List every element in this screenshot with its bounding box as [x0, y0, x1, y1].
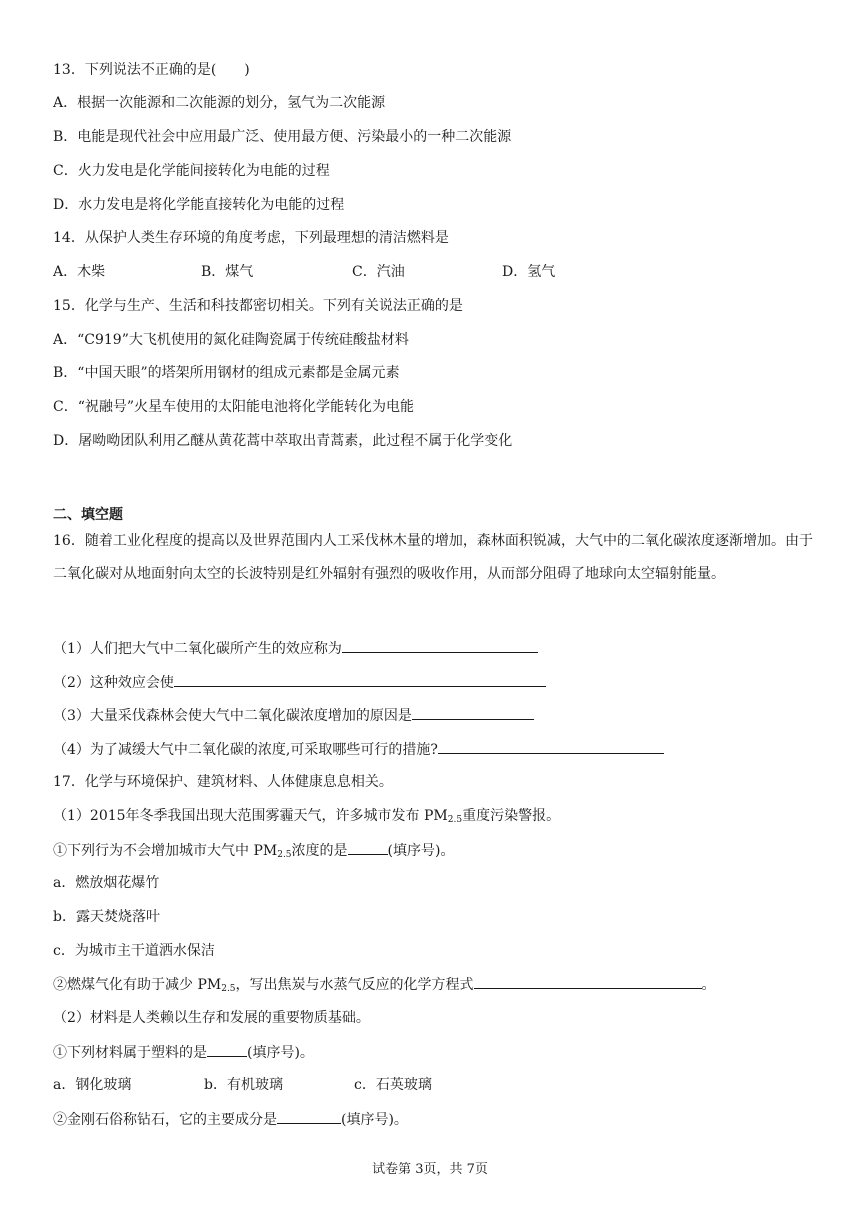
q17-part-1-text: （1）2015年冬季我国出现大范围雾霾天气，许多城市发布 PM: [53, 808, 448, 824]
q17-sub-2-text-mid: ，写出焦炭与水蒸气反应的化学方程式: [235, 977, 474, 993]
q13-option-b: B．电能是现代社会中应用最广泛、使用最方便、污染最小的一种二次能源: [53, 129, 512, 145]
q17-part-1-text-end: 重度污染警报。: [462, 808, 561, 824]
pm-subscript: 2.5: [447, 815, 463, 825]
q17-sub-1: [53, 840, 454, 861]
q17-sub-1-text-end: (填序号)。: [387, 843, 455, 859]
answer-blank[interactable]: [207, 1042, 247, 1057]
q17-material-2-text-end: (填序号)。: [341, 1112, 408, 1128]
q15-option-d: D．屠呦呦团队利用乙醚从黄花蒿中萃取出青蒿素，此过程不属于化学变化: [53, 433, 513, 449]
q15-option-b: B．“中国天眼”的塔架所用钢材的组成元素都是金属元素: [53, 365, 400, 381]
q14-option-d: D．氢气: [502, 264, 556, 280]
q17-part-1: [53, 806, 560, 826]
q17-material-option-b: b．有机玻璃: [204, 1077, 283, 1093]
q17-sub-1-text-mid: 浓度的是: [291, 843, 348, 859]
q16-stem: 16．随着工业化程度的提高以及世界范围内人工采伐林木量的增加，森林面积锐减，大气中的二氧化碳浓度逐渐增加。由于二氧化碳对从地面射向太空的长波特别是红外辐射有强烈的吸收作用，从而部分阻碍了地球向太空辐射能量。: [53, 533, 813, 582]
q13-option-c: C．火力发电是化学能间接转化为电能的过程: [53, 163, 330, 179]
q17-sub-2: [53, 974, 716, 995]
q15-stem: 15．化学与生产、生活和科技都密切相关。下列有关说法正确的是: [53, 298, 463, 314]
answer-blank[interactable]: [342, 638, 538, 653]
q16-part-3-text: （3）大量采伐森林会使大气中二氧化碳浓度增加的原因是: [53, 708, 412, 724]
q17-material-1-text-end: (填序号)。: [247, 1045, 314, 1061]
q15-option-c: C．“祝融号”火星车使用的太阳能电池将化学能转化为电能: [53, 399, 415, 415]
page-footer: 试卷第 3页，共 7页: [372, 1162, 488, 1177]
q17-sub-1-text: ①下列行为不会增加城市大气中 PM: [53, 843, 278, 859]
q17-material-2-text: ②金刚石俗称钻石，它的主要成分是: [53, 1112, 277, 1128]
q17-part-2: （2）材料是人类赖以生存和发展的重要物质基础。: [53, 1010, 370, 1026]
q17-sub-1-option-c: c．为城市主干道洒水保洁: [53, 943, 215, 959]
q14-option-b: B．煤气: [201, 264, 254, 280]
section-heading: 二、填空题: [53, 507, 123, 523]
q16-part-4: [53, 739, 664, 760]
q14-option-c: C．汽油: [352, 264, 405, 280]
q16-part-4-text: （4）为了减缓大气中二氧化碳的浓度,可采取哪些可行的措施?: [53, 742, 438, 758]
answer-blank[interactable]: [412, 705, 534, 720]
q13-option-a: A．根据一次能源和二次能源的划分，氢气为二次能源: [53, 95, 386, 111]
q16-part-1: [53, 638, 538, 659]
pm-subscript: 2.5: [221, 984, 236, 994]
q17-sub-2-text: ②燃煤气化有助于减少 PM: [53, 977, 222, 993]
q14-stem: 14．从保护人类生存环境的角度考虑，下列最理想的清洁燃料是: [53, 230, 449, 246]
q13-stem: 13．下列说法不正确的是( ): [53, 62, 250, 78]
answer-blank[interactable]: [474, 974, 702, 989]
q17-sub-1-option-b: b．露天焚烧落叶: [53, 909, 160, 925]
q16-part-2-text: （2）这种效应会使: [53, 675, 174, 691]
q16-part-2: [53, 672, 546, 693]
q17-stem: 17．化学与环境保护、建筑材料、人体健康息息相关。: [53, 774, 393, 790]
q13-option-d: D．水力发电是将化学能直接转化为电能的过程: [53, 197, 345, 213]
answer-blank[interactable]: [174, 672, 546, 687]
q16-part-1-text: （1）人们把大气中二氧化碳所产生的效应称为: [53, 641, 342, 657]
q15-option-a: A．“C919”大飞机使用的氮化硅陶瓷属于传统硅酸盐材料: [53, 332, 409, 348]
q17-sub-1-option-a: a．燃放烟花爆竹: [53, 875, 160, 891]
q17-material-2: [53, 1109, 408, 1130]
answer-blank[interactable]: [438, 739, 664, 754]
q17-sub-2-text-end: 。: [701, 977, 716, 993]
q16-part-3: [53, 705, 534, 726]
answer-blank[interactable]: [348, 840, 388, 855]
pm-subscript: 2.5: [277, 850, 292, 860]
q14-option-a: A．木柴: [53, 264, 106, 280]
q17-material-option-c: c．石英玻璃: [354, 1077, 432, 1093]
q17-material-1-text: ①下列材料属于塑料的是: [53, 1045, 207, 1061]
answer-blank[interactable]: [277, 1109, 341, 1124]
q17-material-1: [53, 1042, 314, 1063]
q17-material-option-a: a．钢化玻璃: [53, 1077, 132, 1093]
